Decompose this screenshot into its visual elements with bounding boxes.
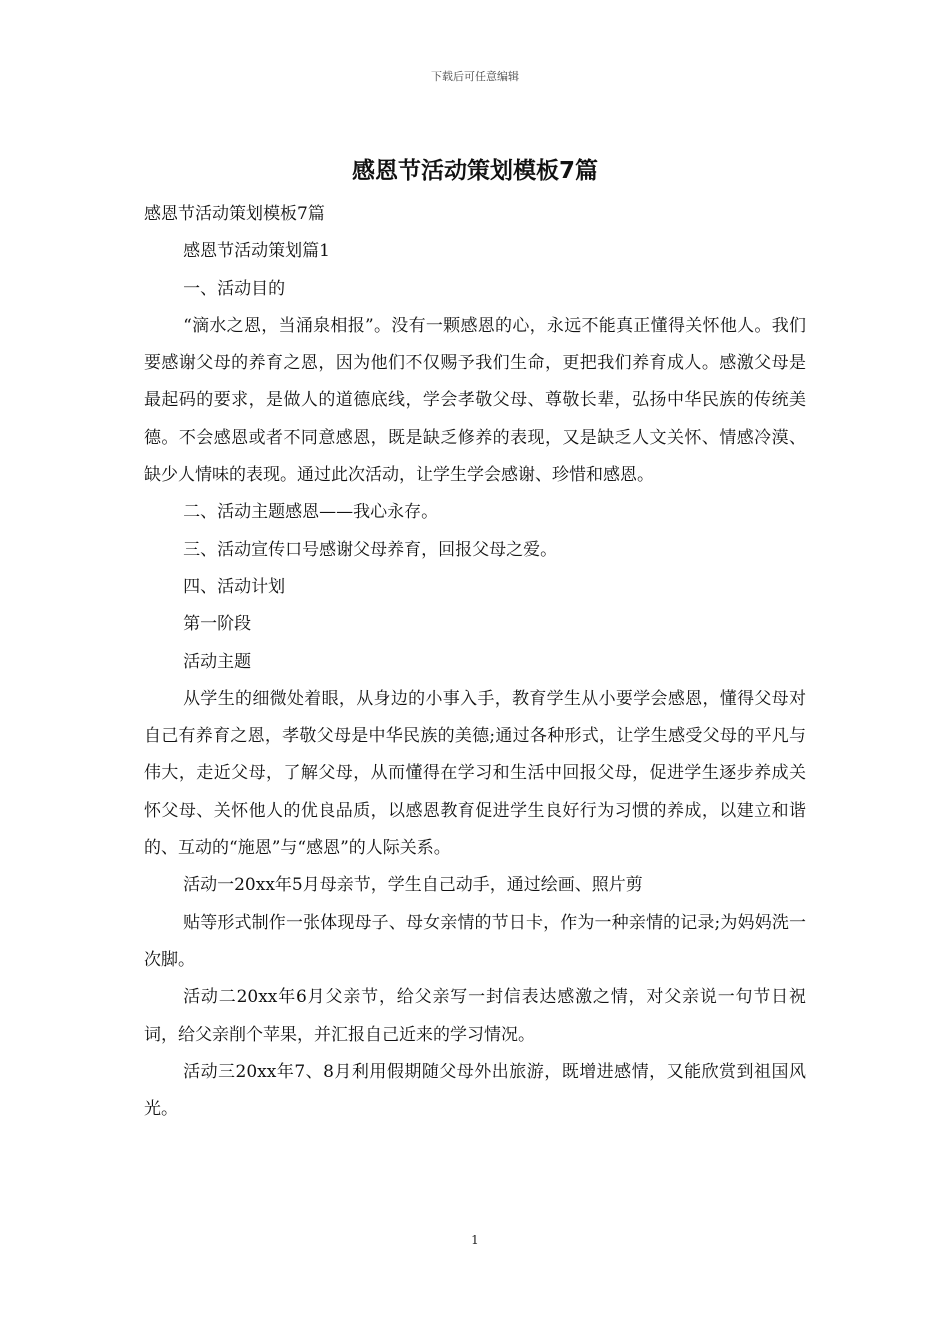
paragraph-activity-two: 活动二20xx年6月父亲节，给父亲写一封信表达感激之情，对父亲说一句节日祝词，给父亲削个苹果，并汇报自己近来的学习情况。	[144, 987, 806, 1045]
document-body	[144, 196, 806, 1128]
section-heading: 感恩节活动策划篇1	[183, 241, 330, 262]
heading-stage-one: 第一阶段	[183, 614, 252, 635]
paragraph-activity-one: 活动一20xx年5月母亲节，学生自己动手，通过绘画、照片剪	[183, 875, 643, 896]
paragraph-activity-three: 活动三20xx年7、8月利用假期随父母外出旅游，既增进感情，又能欣赏到祖国风光。	[144, 1061, 806, 1120]
subtitle-paragraph: 感恩节活动策划模板7篇	[144, 204, 325, 224]
document-title: 感恩节活动策划模板7篇	[351, 158, 598, 184]
page-number: 1	[471, 1233, 479, 1247]
heading-slogan: 三、活动宣传口号感谢父母养育，回报父母之爱。	[183, 539, 558, 560]
paragraph-activity-one-cont: 贴等形式制作一张体现母子、母女亲情的节日卡，作为一种亲情的记录;为妈妈洗一次脚。	[144, 912, 806, 970]
paragraph-activity-theme: 从学生的细微处着眼，从身边的小事入手，教育学生从小要学会感恩，懂得父母对自己有养育之恩，孝敬父母是中华民族的美德;通过各种形式，让学生感受父母的平凡与伟大，走近父母，了解父母，从而懂得在学习和生活中回报父母，促进学生逐步养成关怀父母、关怀他人的优良品质，以感恩教育促进学生良好行为习惯的养成，以建立和谐的、互动的“施恩”与“感恩”的人际关系。	[144, 688, 806, 859]
heading-plan: 四、活动计划	[183, 576, 286, 597]
heading-theme: 二、活动主题感恩——我心永存。	[183, 502, 439, 523]
paragraph-objective: “滴水之恩，当涌泉相报”。没有一颗感恩的心，永远不能真正懂得关怀他人。我们要感谢父母的养育之恩，因为他们不仅赐予我们生命，更把我们养育成人。感激父母是最起码的要求，是做人的道德底线，学会孝敬父母、尊敬长辈，弘扬中华民族的传统美德。不会感恩或者不同意感恩，既是缺乏修养的表现，又是缺乏人文关怀、情感冷漠、缺少人情味的表现。通过此次活动，让学生学会感谢、珍惜和感恩。	[144, 315, 806, 486]
header-note: 下载后可任意编辑	[431, 70, 519, 83]
heading-objective: 一、活动目的	[183, 278, 286, 299]
heading-activity-theme: 活动主题	[183, 651, 252, 672]
